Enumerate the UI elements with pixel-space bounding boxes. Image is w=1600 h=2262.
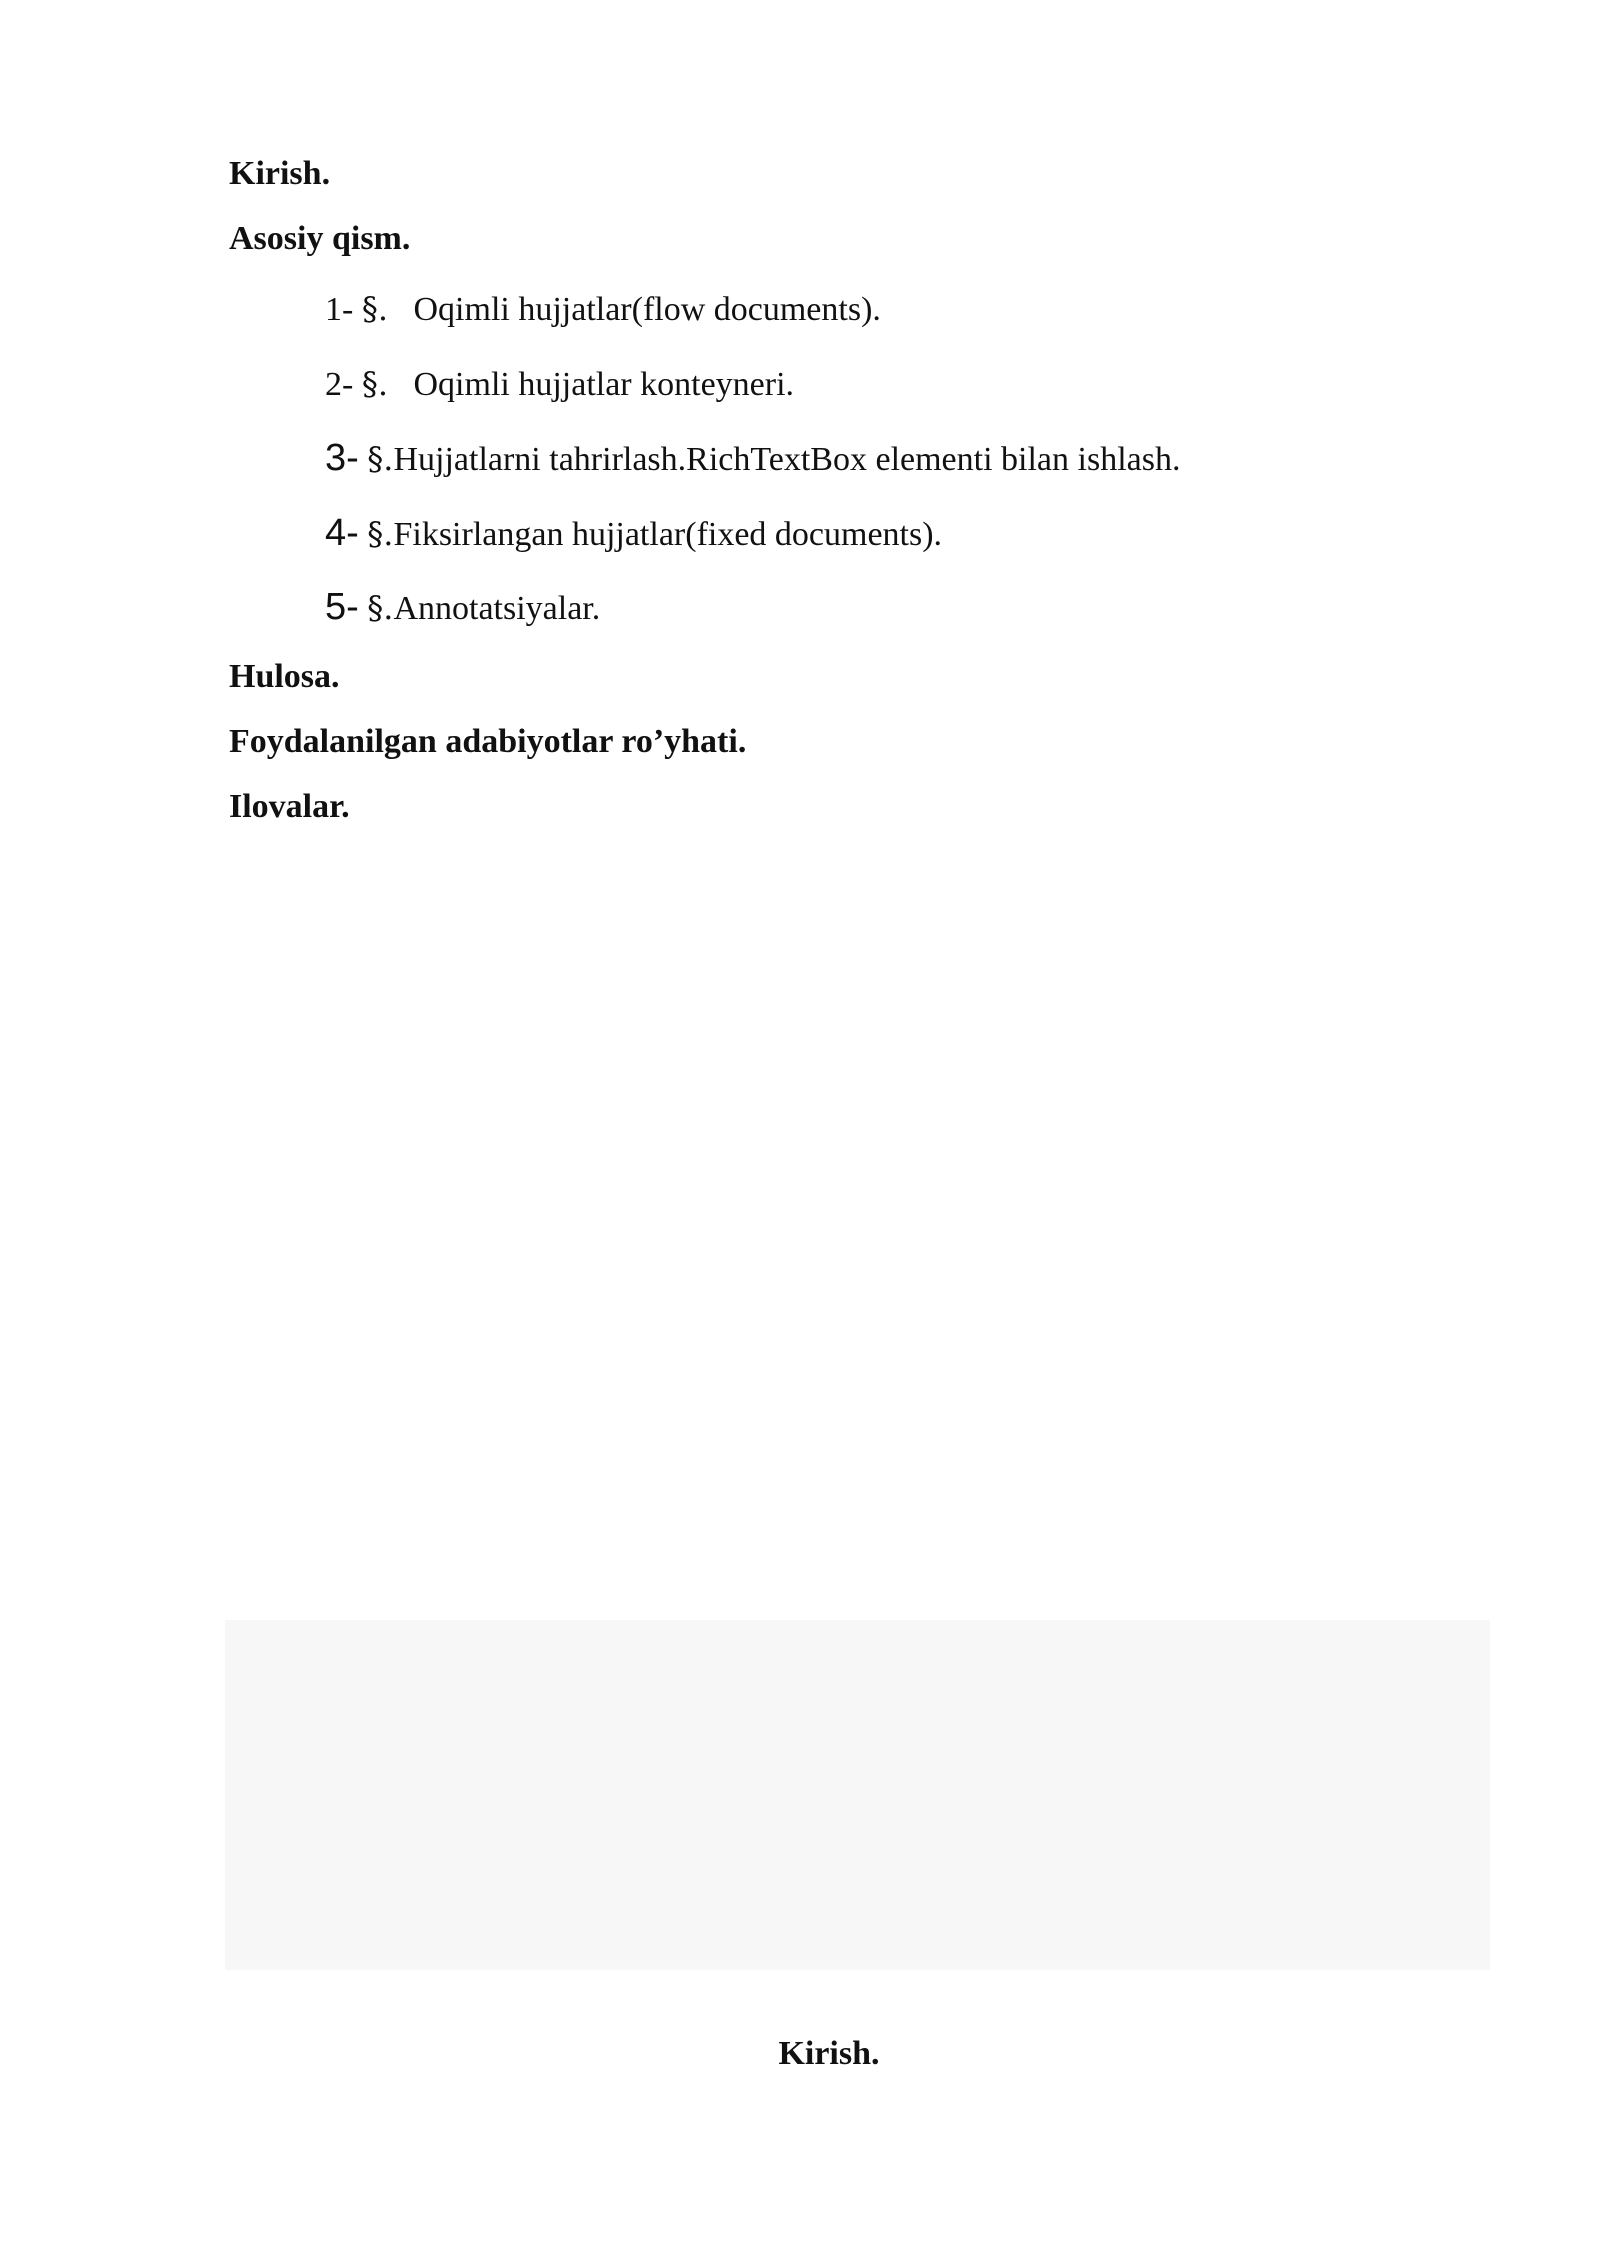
section-sign: §. [367,589,394,627]
toc-item-number: 4- [325,512,359,554]
toc-item-4 [325,513,942,555]
toc-intro: Kirish. [229,155,331,192]
toc-item-text: Oqimli hujjatlar konteyneri. [396,366,795,403]
toc-item-1 [325,289,881,330]
section-sign: §. [367,440,394,478]
toc-item-text: Annotatsiyalar. [393,590,601,627]
blank-placeholder-area [225,1620,1490,1970]
toc-item-number: 3- [325,437,359,479]
toc-item-text: Fiksirlangan hujjatlar(fixed documents). [393,516,943,553]
toc-main-part: Asosiy qism. [229,220,411,257]
toc-item-number: 2- [325,366,354,403]
toc-item-3 [325,438,1180,480]
toc-item-text: Oqimli hujjatlar(flow documents). [396,291,881,328]
toc-conclusion: Hulosa. [229,658,340,695]
toc-appendix: Ilovalar. [229,788,350,825]
section-sign: §. [361,365,388,403]
toc-item-2 [325,364,794,405]
toc-references: Foydalanilgan adabiyotlar ro’yhati. [229,723,747,760]
toc-item-number: 5- [325,586,359,628]
section-sign: §. [361,290,388,328]
toc-item-number: 1- [325,291,354,328]
toc-item-text: Hujjatlarni tahrirlash.RichTextBox elementi bilan ishlash. [393,441,1181,478]
section-sign: §. [367,515,394,553]
toc-item-5 [325,587,600,629]
section-title: Kirish. [778,2035,880,2072]
